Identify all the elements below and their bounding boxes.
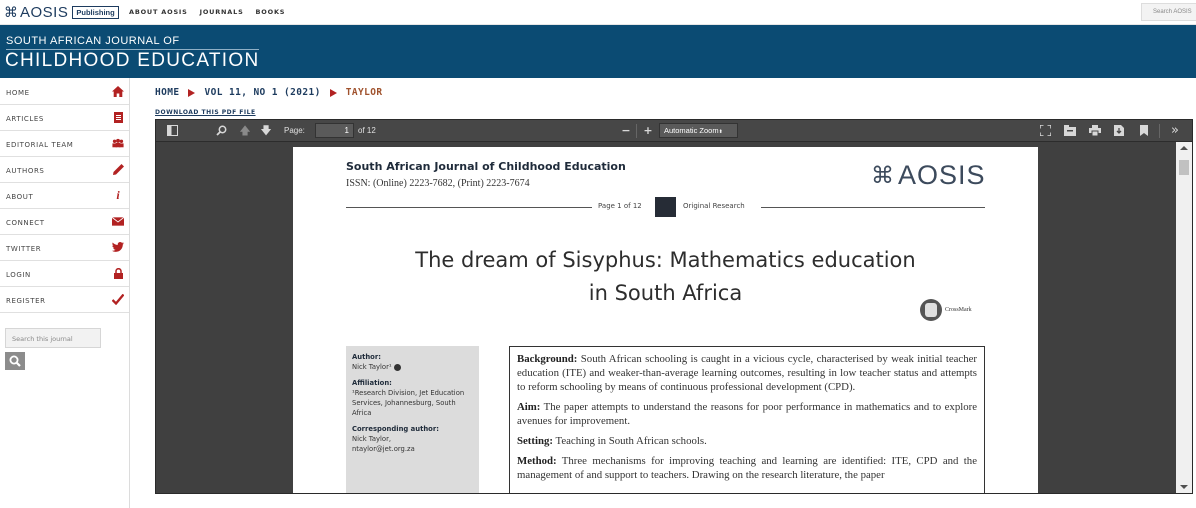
abstract-setting [517,434,977,448]
sidebar-item-register[interactable] [0,287,129,313]
nav-about-aosis[interactable]: ABOUT AOSIS [129,8,188,16]
zoom-select-value: Automatic Zoom [664,126,719,135]
pdf-page [293,147,1038,494]
page-label: Page: [284,126,305,135]
pdf-issn: ISSN: (Online) 2223-7682, (Print) 2223-7674 [346,178,530,189]
breadcrumb-arrow-icon [330,89,337,97]
affiliation-heading: Affiliation: [352,379,392,387]
lock-icon [112,267,124,279]
team-icon [112,137,124,149]
aosis-logo-icon: ⌘ [871,162,894,189]
sidebar-item-label: TWITTER [6,245,42,253]
envelope-icon [112,215,124,227]
breadcrumb-arrow-icon [188,89,195,97]
abstract-background [517,352,977,394]
sidebar-item-home[interactable] [0,79,129,105]
corresponding-heading: Corresponding author: [352,425,439,433]
sidebar-item-label: EDITORIAL TEAM [6,141,74,149]
author-heading: Author: [352,353,381,361]
sidebar [0,78,130,508]
abstract-label: Background: [517,353,578,365]
banner-line1: SOUTH AFRICAN JOURNAL OF [6,35,180,47]
document-icon [112,111,124,123]
sidebar-item-login[interactable] [0,261,129,287]
pdf-aosis-logo [871,160,986,191]
checkmark-icon [112,293,124,305]
sidebar-item-connect[interactable] [0,209,129,235]
corresponding-name: Nick Taylor, [352,435,392,443]
abstract-label: Setting: [517,435,553,447]
abstract-method [517,454,977,482]
abstract-label: Method: [517,455,557,467]
sidebar-item-label: HOME [6,89,30,97]
scroll-up-icon[interactable] [1180,146,1188,150]
aosis-logo-icon: ⌘ [4,4,18,21]
home-icon [112,85,124,97]
crossmark-label: CrossMark [945,307,972,313]
pdf-author-box [346,346,479,494]
print-icon[interactable] [1089,125,1101,137]
search-button[interactable] [5,352,25,370]
pdf-journal-name: South African Journal of Childhood Education [346,160,626,173]
tools-menu-icon[interactable]: » [1171,123,1179,138]
pdf-header-rule [761,207,985,208]
aosis-logo[interactable] [4,4,119,21]
abstract-text: South African schooling is caught in a vicious cycle, characterised by weak initial teacher education (ITE) and weaker-than-average learning outcomes, resulting in low teacher status and attempts to reform schooling by means of continuous professional development (CPD). [517,353,977,393]
abstract-text: Teaching in South African schools. [553,435,707,447]
search-icon [9,352,21,371]
abstract-text: The paper attempts to understand the reasons for poor performance in mathematics and to explore avenues for improvement. [517,401,977,427]
page-number-input[interactable]: 1 [315,123,354,138]
abstract-aim [517,400,977,428]
info-icon: i [116,187,120,202]
sidebar-item-articles[interactable] [0,105,129,131]
affiliation-text: ¹Research Division, Jet Education Services, Johannesburg, South Africa [352,389,465,417]
bookmark-icon[interactable] [1138,125,1150,137]
page-count: of 12 [358,126,376,135]
scroll-down-icon[interactable] [1180,485,1188,489]
previous-page-icon[interactable]: 🡅 [239,124,251,137]
breadcrumb-volume[interactable]: VOL 11, NO 1 (2021) [204,87,321,98]
pdf-title-line1: The dream of Sisyphus: Mathematics education [415,248,916,272]
orcid-icon[interactable] [394,364,401,371]
corresponding-email[interactable]: ntaylor@jet.org.za [352,445,415,453]
nav-journals[interactable]: JOURNALS [199,8,244,16]
sidebar-item-twitter[interactable] [0,235,129,261]
open-file-icon[interactable] [1064,125,1076,137]
pdf-scrollbar[interactable] [1176,142,1192,494]
banner-line2[interactable]: CHILDHOOD EDUCATION [5,50,260,71]
presentation-mode-icon[interactable] [1039,125,1051,137]
zoom-out-icon[interactable]: − [621,124,631,137]
pdf-logo-word: AOSIS [898,160,986,190]
sidebar-item-label: REGISTER [6,297,46,305]
abstract-label: Aim: [517,401,541,413]
crossmark-icon [920,299,942,321]
journal-banner [0,25,1196,78]
breadcrumb-home[interactable]: HOME [155,87,180,98]
breadcrumb [155,87,382,98]
scrollbar-thumb[interactable] [1179,160,1189,175]
chevron-down-icon: ⬍ [718,129,723,135]
sidebar-item-editorial-team[interactable] [0,131,129,157]
top-bar [0,0,1196,25]
logo-wordmark: AOSIS [20,4,69,21]
toolbar-separator [1159,124,1160,138]
toolbar-separator [636,124,637,138]
journal-search-input[interactable]: Search this journal [5,328,101,348]
sidebar-item-label: ARTICLES [6,115,44,123]
sidebar-item-label: LOGIN [6,271,31,279]
download-pdf-link[interactable]: DOWNLOAD THIS PDF FILE [155,109,256,116]
twitter-icon [112,241,124,253]
pdf-abstract [509,346,985,494]
find-icon[interactable] [215,125,227,137]
top-nav [129,8,285,16]
download-icon[interactable] [1113,125,1125,137]
sidebar-item-label: CONNECT [6,219,45,227]
sidebar-toggle-icon[interactable] [166,125,178,137]
sidebar-item-label: ABOUT [6,193,34,201]
crossmark-badge[interactable] [920,299,972,321]
pencil-icon [112,163,124,175]
pdf-toolbar [156,120,1193,142]
pdf-viewer [155,119,1193,494]
breadcrumb-current: TAYLOR [345,87,383,98]
nav-books[interactable]: BOOKS [255,8,286,16]
zoom-select[interactable] [659,123,738,138]
pdf-page-of: Page 1 of 12 [598,202,642,210]
sidebar-item-authors[interactable] [0,157,129,183]
aosis-search-input[interactable]: Search AOSIS [1141,3,1196,21]
zoom-in-icon[interactable]: + [643,124,653,137]
pdf-title-line2: in South Africa [588,281,743,305]
pdf-header-rule [346,207,592,208]
pdf-type-marker [655,197,676,217]
sidebar-item-label: AUTHORS [6,167,45,175]
author-name: Nick Taylor¹ [352,363,392,371]
sidebar-item-about[interactable] [0,183,129,209]
next-page-icon[interactable]: 🡇 [260,124,272,137]
pdf-article-type: Original Research [683,202,745,210]
logo-publishing: Publishing [72,6,118,20]
abstract-text: Three mechanisms for improving teaching and learning are identified: ITE, CPD and the management of and support to teachers. Drawing on the research literature, the paper [517,455,977,481]
